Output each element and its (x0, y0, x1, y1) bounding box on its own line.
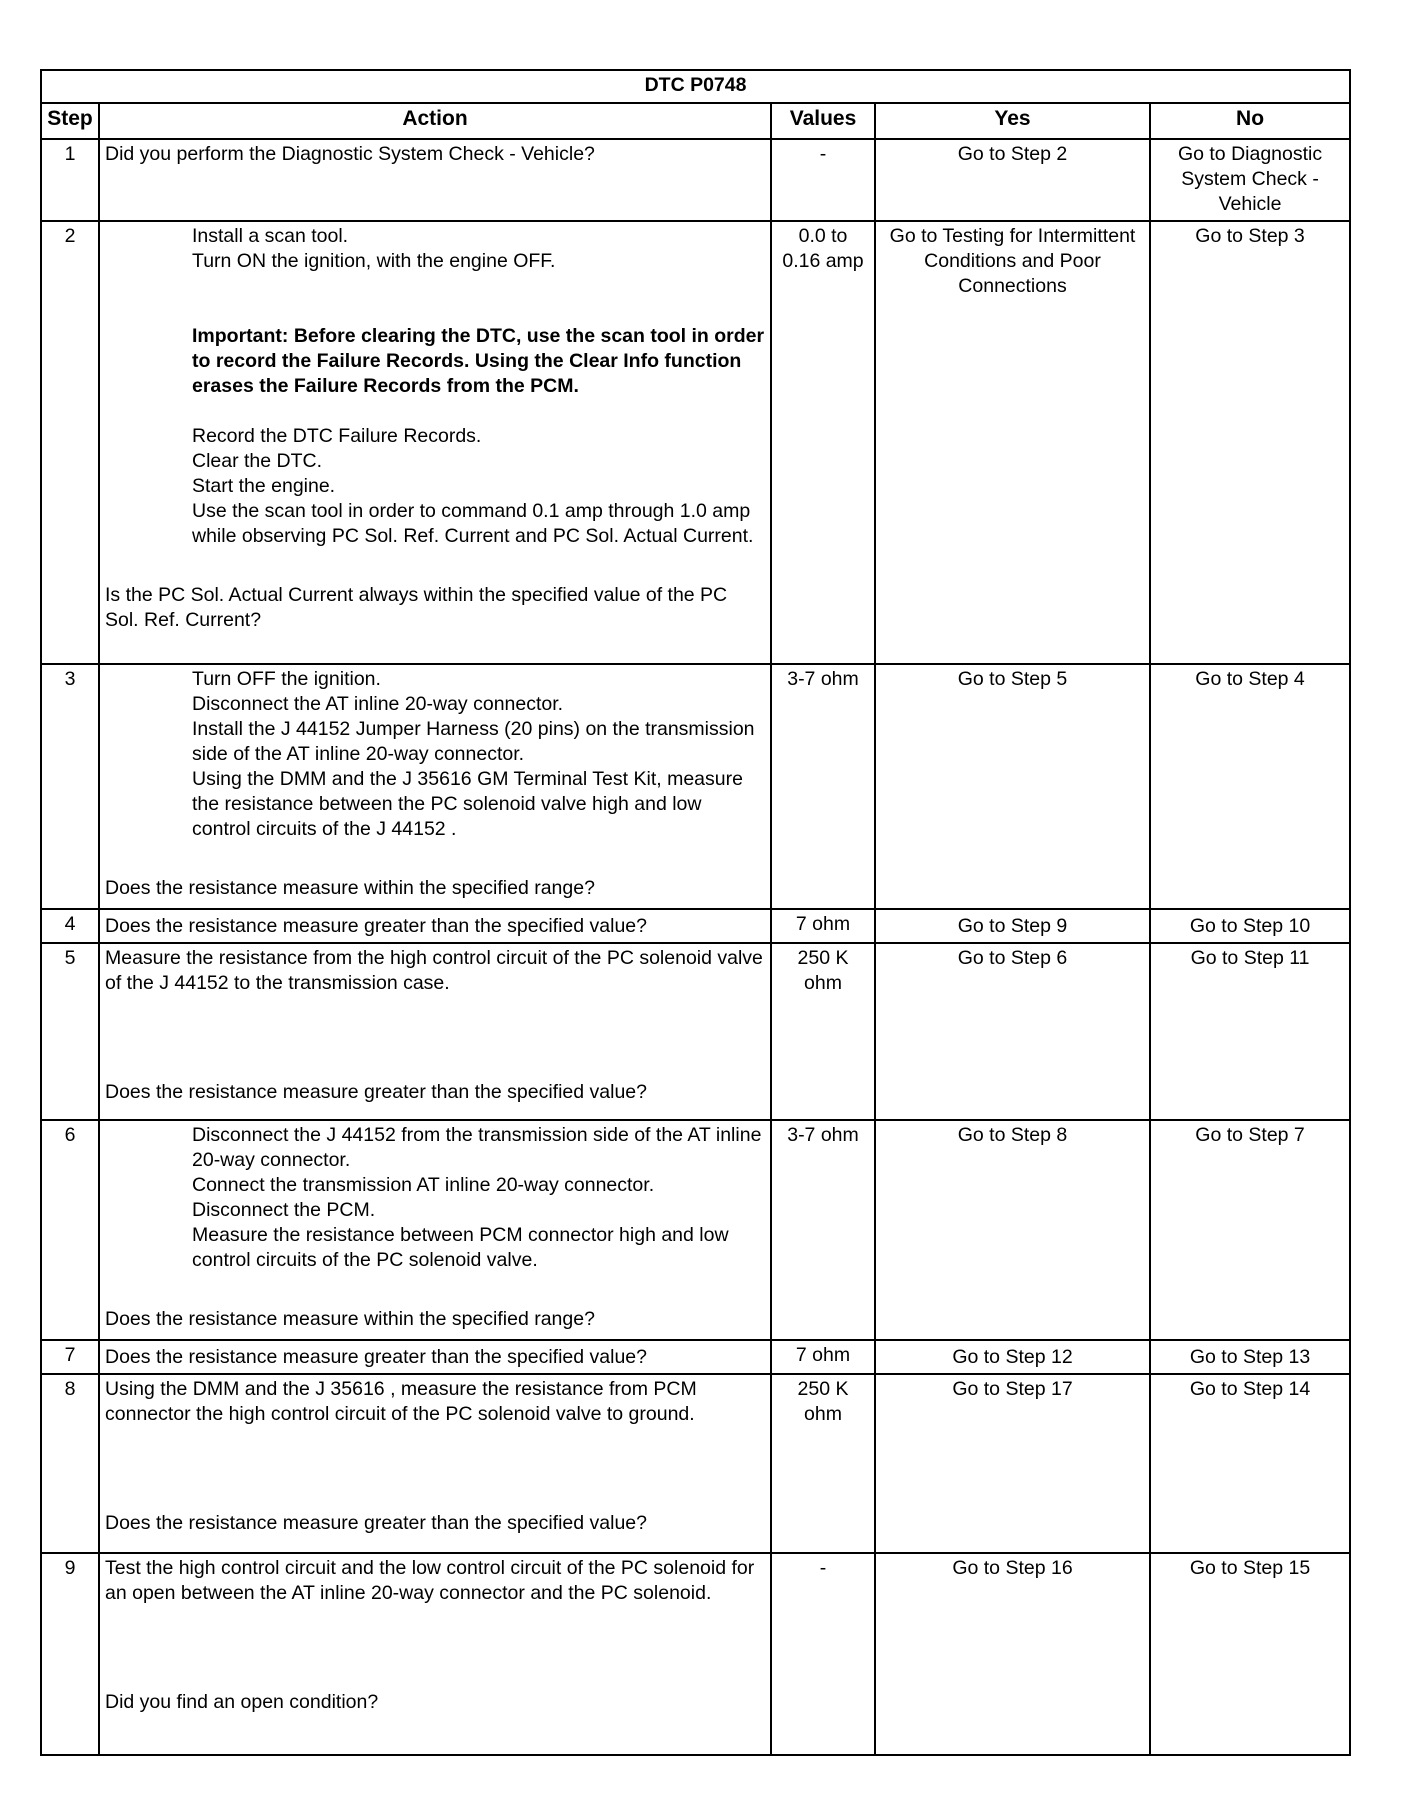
action-line: Measure the resistance from the high control circuit of the PC solenoid valve of the J 44152 to the transmission case. (105, 947, 763, 994)
yes-cell: Go to Step 16 (875, 1553, 1150, 1755)
yes-cell: Go to Testing for Intermittent Conditions and Poor Connections (875, 221, 1150, 664)
action-question: Does the resistance measure greater than the specified value? (105, 1345, 647, 1368)
step-number: 1 (41, 139, 99, 221)
action-question: Did you find an open condition? (105, 1691, 379, 1713)
action-cell (99, 221, 771, 664)
value-cell: 250 K ohm (771, 943, 875, 1120)
table-row (41, 909, 1350, 943)
action-cell (99, 1120, 771, 1340)
action-question: Does the resistance measure greater than the specified value? (105, 1081, 647, 1103)
action-cell (99, 943, 771, 1120)
value-cell: 3-7 ohm (771, 1120, 875, 1340)
header-action: Action (99, 103, 771, 139)
yes-cell: Go to Step 2 (875, 139, 1150, 221)
action-cell (99, 909, 771, 943)
no-cell: Go to Step 10 (1150, 909, 1350, 943)
value-cell: 7 ohm (771, 909, 875, 943)
action-cell (99, 139, 771, 221)
action-cell (99, 1340, 771, 1374)
action-question: Does the resistance measure greater than the specified value? (105, 1512, 647, 1534)
value-cell: 0.0 to 0.16 amp (771, 221, 875, 664)
action-line: Turn OFF the ignition. (192, 668, 381, 690)
step-number: 9 (41, 1553, 99, 1755)
header-values: Values (771, 103, 875, 139)
action-line: Connect the transmission AT inline 20-way connector. (192, 1174, 655, 1196)
action-cell (99, 1553, 771, 1755)
action-line: Turn ON the ignition, with the engine OFF. (192, 250, 556, 272)
table-row (41, 664, 1350, 909)
table-title: DTC P0748 (41, 70, 1350, 103)
value-cell: - (771, 1553, 875, 1755)
action-line: Did you perform the Diagnostic System Check - Vehicle? (105, 143, 595, 165)
action-question: Is the PC Sol. Actual Current always within the specified value of the PC Sol. Ref. Current? (105, 584, 728, 631)
action-question: Does the resistance measure within the specified range? (105, 877, 595, 899)
action-cell (99, 1374, 771, 1553)
yes-cell: Go to Step 12 (875, 1340, 1150, 1374)
dtc-table (40, 69, 1351, 1756)
yes-cell: Go to Step 9 (875, 909, 1150, 943)
no-cell: Go to Step 4 (1150, 664, 1350, 909)
no-cell: Go to Step 13 (1150, 1340, 1350, 1374)
action-line: Install a scan tool. (192, 225, 349, 247)
step-number: 2 (41, 221, 99, 664)
header-no: No (1150, 103, 1350, 139)
value-cell: 7 ohm (771, 1340, 875, 1374)
action-line: Measure the resistance between PCM connector high and low control circuits of the PC solenoid valve. (192, 1224, 729, 1271)
action-line: Record the DTC Failure Records. (192, 425, 482, 447)
no-cell: Go to Step 11 (1150, 943, 1350, 1120)
action-line: Clear the DTC. (192, 450, 323, 472)
value-cell: 250 K ohm (771, 1374, 875, 1553)
action-cell (99, 664, 771, 909)
table-row (41, 221, 1350, 664)
action-line: Install the J 44152 Jumper Harness (20 pins) on the transmission side of the AT inline 20-way connector. (192, 718, 755, 765)
table-row (41, 1553, 1350, 1755)
table-row (41, 943, 1350, 1120)
action-line: Disconnect the AT inline 20-way connector. (192, 693, 564, 715)
action-question: Does the resistance measure greater than the specified value? (105, 914, 647, 937)
action-question: Does the resistance measure within the specified range? (105, 1308, 595, 1330)
value-cell: 3-7 ohm (771, 664, 875, 909)
step-number: 7 (41, 1340, 99, 1374)
yes-cell: Go to Step 5 (875, 664, 1150, 909)
step-number: 5 (41, 943, 99, 1120)
action-line: Using the DMM and the J 35616 , measure the resistance from PCM connector the high control circuit of the PC solenoid valve to ground. (105, 1378, 697, 1425)
step-number: 6 (41, 1120, 99, 1340)
no-cell: Go to Step 14 (1150, 1374, 1350, 1553)
step-number: 3 (41, 664, 99, 909)
table-row (41, 1120, 1350, 1340)
value-cell: - (771, 139, 875, 221)
table-row (41, 1374, 1350, 1553)
table-row (41, 1340, 1350, 1374)
yes-cell: Go to Step 8 (875, 1120, 1150, 1340)
important-note: Important: Before clearing the DTC, use the scan tool in order to record the Failure Records. Using the Clear Info function erases the Failure Records from the PCM. (192, 325, 765, 397)
action-line: Start the engine. (192, 475, 336, 497)
action-line: Using the DMM and the J 35616 GM Terminal Test Kit, measure the resistance between the PC solenoid valve high and low control circuits of the J 44152 . (192, 768, 743, 840)
step-number: 4 (41, 909, 99, 943)
action-line: Test the high control circuit and the low control circuit of the PC solenoid for an open between the AT inline 20-way connector and the PC solenoid. (105, 1557, 755, 1604)
no-cell: Go to Step 15 (1150, 1553, 1350, 1755)
action-line: Disconnect the J 44152 from the transmission side of the AT inline 20-way connector. (192, 1124, 762, 1171)
no-cell: Go to Step 7 (1150, 1120, 1350, 1340)
yes-cell: Go to Step 17 (875, 1374, 1150, 1553)
no-cell: Go to Step 3 (1150, 221, 1350, 664)
table-row (41, 139, 1350, 221)
no-cell: Go to Diagnostic System Check - Vehicle (1150, 139, 1350, 221)
action-line: Use the scan tool in order to command 0.1 amp through 1.0 amp while observing PC Sol. Ref. Current and PC Sol. Actual Current. (192, 500, 754, 547)
step-number: 8 (41, 1374, 99, 1553)
header-yes: Yes (875, 103, 1150, 139)
header-step: Step (41, 103, 99, 139)
yes-cell: Go to Step 6 (875, 943, 1150, 1120)
action-line: Disconnect the PCM. (192, 1199, 376, 1221)
